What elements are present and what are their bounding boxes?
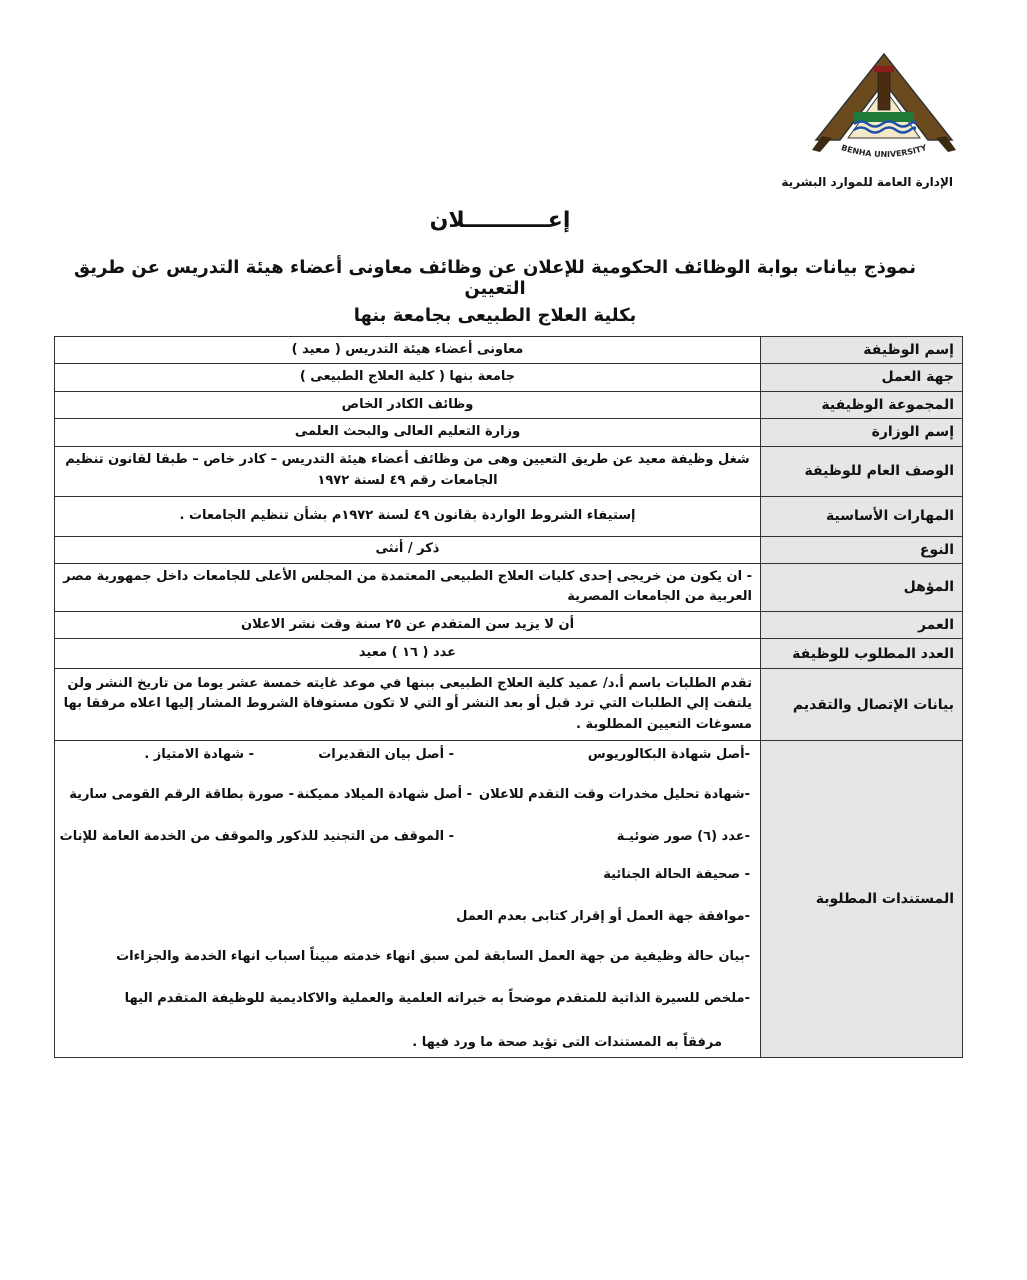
row-value: ذكر / أنثى [55,536,761,563]
row-value: أن لا يزيد سن المتقدم عن ٢٥ سنة وقت نشر الاعلان [55,611,761,638]
table-row [55,419,963,446]
list-item: -ملخص للسيرة الذاتية للمتقدم موضحاً به خبراته العلمية والعملية والاكاديمية للوظيفة المتقدم اليها [124,991,750,1007]
list-item: - صورة بطاقة الرقم القومى سارية [69,787,294,803]
list-item: - أصل بيان التقديرات [318,747,454,763]
documents-list [55,741,760,1057]
list-item: - أصل شهادة الميلاد مميكنة [296,787,472,803]
row-label: العدد المطلوب للوظيفة [761,639,963,669]
job-details-table [54,336,963,1058]
row-label: المؤهل [761,563,963,611]
list-item: -أصل شهادة البكالوريوس [587,747,750,763]
row-value: إستيفاء الشروط الواردة بقانون ٤٩ لسنة ١٩٧٢م بشأن تنظيم الجامعات . [55,496,761,536]
list-item: مرفقاً به المستندات التى تؤيد صحة ما ورد فيها . [412,1035,722,1051]
list-item: -عدد (٦) صور ضوئيـة [616,829,750,845]
page-title: نموذج بيانات بوابة الوظائف الحكومية للإعلان عن وظائف معاونى أعضاء هيئة التدريس عن طريق التعيين [73,257,917,299]
row-label: المجموعة الوظيفية [761,391,963,418]
row-value: وظائف الكادر الخاص [55,391,761,418]
row-value: وزارة التعليم العالى والبحث العلمى [55,419,761,446]
table-row [55,611,963,638]
logo-caption: BENHA UNIVERSITY [840,143,928,160]
row-label: المهارات الأساسية [761,496,963,536]
table-row [55,669,963,741]
documents-label: المستندات المطلوبة [761,741,963,1058]
row-value: عدد ( ١٦ ) معيد [55,639,761,669]
documents-cell [55,741,761,1058]
row-value: - ان يكون من خريجى إحدى كليات العلاج الطبيعى المعتمدة من المجلس الأعلى للجامعات داخل جمهورية مصر العربية من الجامعات المصرية [55,563,761,611]
list-item: - الموقف من التجنيد للذكور والموقف من الخدمة العامة للإناث [59,829,454,845]
row-label: الوصف العام للوظيفة [761,446,963,496]
row-label: العمر [761,611,963,638]
list-item: -بيان حالة وظيفية من جهة العمل السابقة لمن سبق انهاء خدمته مبيناً اسباب انهاء الخدمة والجزاءات [116,949,750,965]
table-row [55,536,963,563]
row-value: جامعة بنها ( كلية العلاج الطبيعى ) [55,364,761,391]
hr-department-label: الإدارة العامة للموارد البشرية [781,175,953,189]
row-value: معاونى أعضاء هيئة التدريس ( معيد ) [55,337,761,364]
row-label: إسم الوظيفة [761,337,963,364]
table-row [55,741,963,1058]
table-row [55,364,963,391]
table-row [55,446,963,496]
list-item: - شهادة الامتياز . [144,747,254,763]
list-item: - صحيفة الحالة الجنائية [603,867,750,883]
row-label: النوع [761,536,963,563]
row-label: بيانات الإتصال والتقديم [761,669,963,741]
benha-university-logo [808,48,960,168]
table-row [55,563,963,611]
row-value: تقدم الطلبات باسم أ.د/ عميد كلية العلاج الطبيعى ببنها في موعد غايته خمسة عشر يوما من تاريخ النشر ولن يلتفت إلي الطلبات التي ترد قبل أو بعد النشر أو التي لا تكون مستوفاة الشروط المشار إليها اعلاه مرفقا بها مسوغات التعيين المطلوبة . [55,669,761,741]
table-row [55,639,963,669]
svg-text:BENHA UNIVERSITY [840,143,928,159]
row-value: شغل وظيفة معيد عن طريق التعيين وهى من وظائف أعضاء هيئة التدريس – كادر خاص – طبقا لقانون تنظيم الجامعات رقم ٤٩ لسنة ١٩٧٢ [55,446,761,496]
table-row [55,337,963,364]
page-subtitle: بكلية العلاج الطبيعى بجامعة بنها [353,305,637,326]
row-label: إسم الوزارة [761,419,963,446]
announcement-heading: إعـــــــــــلان [429,208,571,233]
table-row [55,496,963,536]
table-row [55,391,963,418]
list-item: -موافقة جهة العمل أو إقرار كتابى بعدم العمل [456,909,750,925]
list-item: -شهادة تحليل مخدرات وقت التقدم للاعلان [478,787,750,803]
row-label: جهة العمل [761,364,963,391]
